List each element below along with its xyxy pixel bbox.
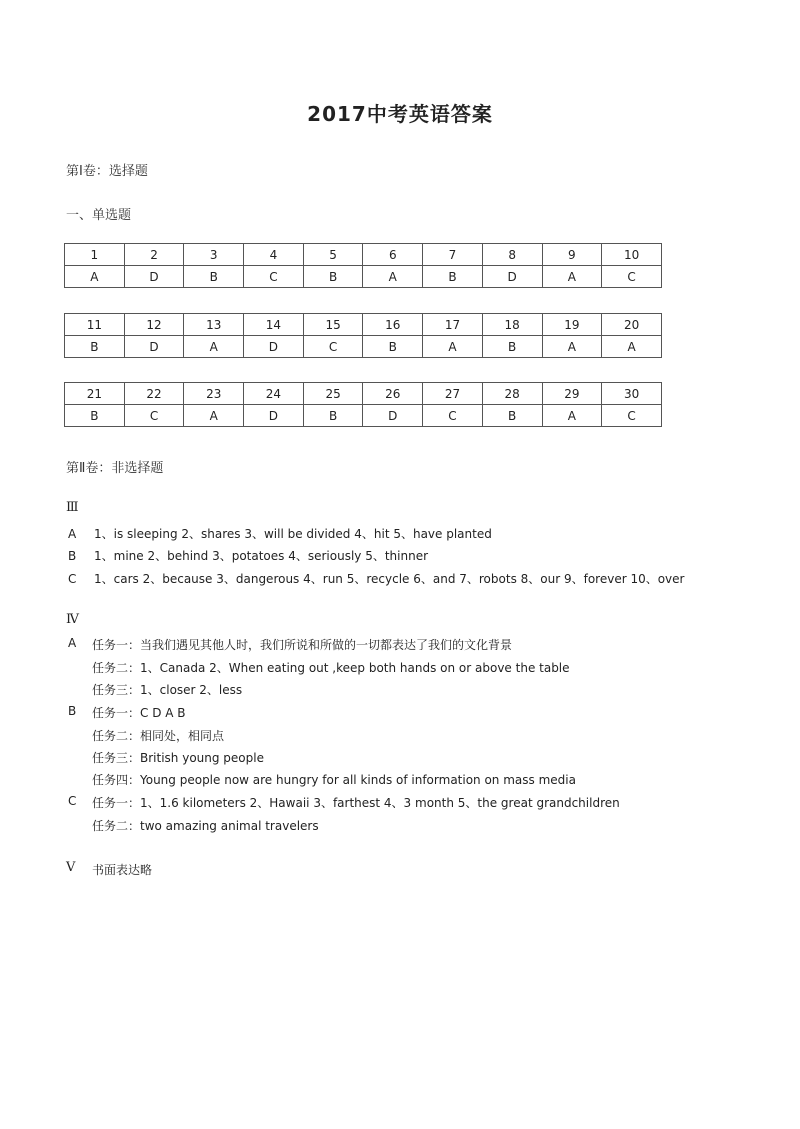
answer-cell: B <box>423 266 483 288</box>
question-number-cell: 17 <box>423 314 483 336</box>
row-label: C <box>68 572 77 586</box>
section4-b-task4: 任务四：Young people now are hungry for all kinds of information on mass media <box>92 773 576 787</box>
section4-a-task3: 任务三：1、closer 2、less <box>92 683 243 697</box>
answer-cell: B <box>65 336 125 358</box>
row-text: 1、cars 2、because 3、dangerous 4、run 5、recycle 6、and 7、robots 8、our 9、forever 10、over <box>94 572 685 586</box>
question-number-cell: 6 <box>363 244 423 266</box>
question-number-cell: 24 <box>244 383 304 405</box>
question-number-cell: 5 <box>303 244 363 266</box>
answer-cell: D <box>482 266 542 288</box>
answer-cell: D <box>124 266 184 288</box>
row-label: A <box>68 527 77 541</box>
answer-cell: A <box>65 266 125 288</box>
answer-cell: A <box>184 336 244 358</box>
question-number-cell: 13 <box>184 314 244 336</box>
answer-row <box>65 405 662 427</box>
section4-c-task2: 任务二：two amazing animal travelers <box>92 819 319 833</box>
answer-cell: A <box>542 266 602 288</box>
section3-row-b <box>68 547 428 564</box>
section1-heading: 一、单选题 <box>66 208 132 223</box>
question-number-cell: 11 <box>65 314 125 336</box>
answer-cell: A <box>363 266 423 288</box>
section4-b-task1: 任务一：C D A B <box>92 706 186 720</box>
page-title: 2017中考英语答案 <box>307 102 493 126</box>
answer-row <box>65 336 662 358</box>
question-number-cell: 15 <box>303 314 363 336</box>
answer-cell: D <box>244 336 304 358</box>
question-number-cell: 1 <box>65 244 125 266</box>
answer-cell: A <box>602 336 662 358</box>
question-number-cell: 20 <box>602 314 662 336</box>
question-number-cell: 21 <box>65 383 125 405</box>
section4-label-b: B <box>68 704 77 718</box>
answer-cell: A <box>423 336 483 358</box>
answer-cell: C <box>602 405 662 427</box>
answer-cell: C <box>602 266 662 288</box>
answer-cell: C <box>303 336 363 358</box>
answer-table-21-30 <box>64 382 662 427</box>
question-number-cell: 25 <box>303 383 363 405</box>
answer-cell: B <box>303 266 363 288</box>
answer-cell: B <box>303 405 363 427</box>
section4-label-a: A <box>68 636 77 650</box>
question-number-row <box>65 244 662 266</box>
question-number-cell: 30 <box>602 383 662 405</box>
section3-row-c <box>68 570 684 587</box>
part1-heading: 第Ⅰ卷：选择题 <box>66 164 148 179</box>
answer-cell: C <box>423 405 483 427</box>
answer-cell: B <box>65 405 125 427</box>
question-number-row <box>65 383 662 405</box>
answer-cell: C <box>244 266 304 288</box>
section4-label-c: C <box>68 794 77 808</box>
question-number-cell: 29 <box>542 383 602 405</box>
answer-cell: B <box>184 266 244 288</box>
question-number-cell: 16 <box>363 314 423 336</box>
question-number-cell: 4 <box>244 244 304 266</box>
row-text: 1、is sleeping 2、shares 3、will be divided 4、hit 5、have planted <box>94 527 492 541</box>
part2-heading: 第Ⅱ卷：非选择题 <box>66 461 164 476</box>
question-number-cell: 9 <box>542 244 602 266</box>
section4-a-task2: 任务二：1、Canada 2、When eating out ,keep both hands on or above the table <box>92 661 570 675</box>
section3-row-a <box>68 525 492 542</box>
answer-row <box>65 266 662 288</box>
question-number-cell: 3 <box>184 244 244 266</box>
question-number-cell: 7 <box>423 244 483 266</box>
question-number-cell: 14 <box>244 314 304 336</box>
question-number-cell: 28 <box>482 383 542 405</box>
answer-cell: B <box>482 336 542 358</box>
section4-c-task1: 任务一：1、1.6 kilometers 2、Hawaii 3、farthest 4、3 month 5、the great grandchildren <box>92 796 620 810</box>
answer-cell: D <box>124 336 184 358</box>
answer-cell: C <box>124 405 184 427</box>
answer-table-11-20 <box>64 313 662 358</box>
section5-numeral: Ⅴ <box>66 860 76 875</box>
answer-cell: A <box>542 405 602 427</box>
question-number-cell: 10 <box>602 244 662 266</box>
question-number-cell: 12 <box>124 314 184 336</box>
question-number-cell: 18 <box>482 314 542 336</box>
question-number-row <box>65 314 662 336</box>
row-label: B <box>68 549 77 563</box>
answer-cell: A <box>542 336 602 358</box>
answer-cell: D <box>363 405 423 427</box>
section4-a-task1: 任务一：当我们遇见其他人时，我们所说和所做的一切都表达了我们的文化背景 <box>92 638 513 652</box>
answer-table-1-10 <box>64 243 662 288</box>
row-text: 1、mine 2、behind 3、potatoes 4、seriously 5、thinner <box>94 549 429 563</box>
section5-text: 书面表达略 <box>92 863 153 877</box>
question-number-cell: 8 <box>482 244 542 266</box>
question-number-cell: 23 <box>184 383 244 405</box>
section3-numeral: Ⅲ <box>66 500 79 515</box>
question-number-cell: 2 <box>124 244 184 266</box>
question-number-cell: 26 <box>363 383 423 405</box>
question-number-cell: 19 <box>542 314 602 336</box>
question-number-cell: 22 <box>124 383 184 405</box>
section4-b-task3: 任务三：British young people <box>92 751 264 765</box>
section4-b-task2: 任务二：相同处，相同点 <box>92 729 225 743</box>
answer-cell: D <box>244 405 304 427</box>
answer-cell: A <box>184 405 244 427</box>
answer-cell: B <box>363 336 423 358</box>
question-number-cell: 27 <box>423 383 483 405</box>
answer-cell: B <box>482 405 542 427</box>
section4-numeral: Ⅳ <box>66 612 79 627</box>
